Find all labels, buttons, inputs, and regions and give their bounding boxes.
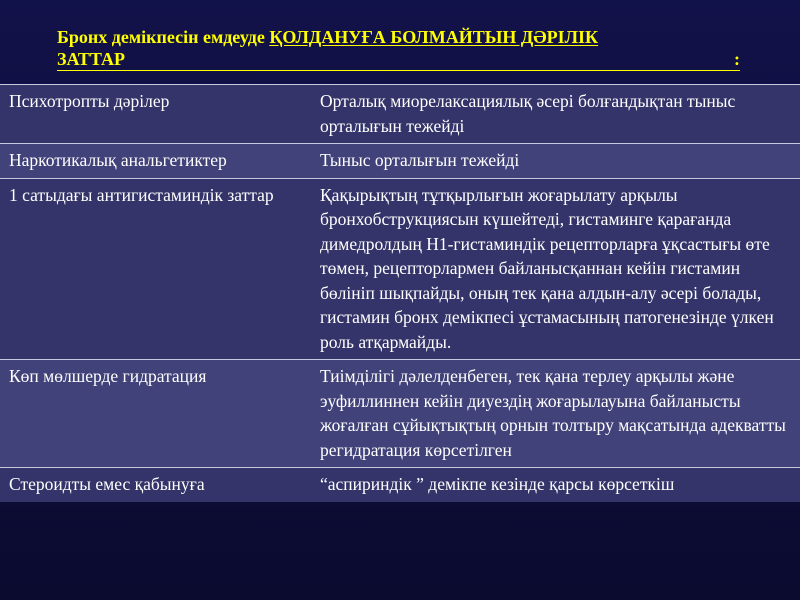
reason-cell: Қақырықтың тұтқырлығын жоғарылату арқылы бронхобструкциясын күшейтеді, гистаминге қарағанда димедролдың Н1-гистаминдік рецепторларға ұқсастығы өте төмен, рецепторлармен байланысқаннан кейін гистамин бөлініп шықпайды, оның тек қана алдын-алу әсері болады, гистамин бронх демікпесі ұстамасының патогенезінде үлкен роль атқармайды. xyxy=(310,178,800,360)
title-colon: : xyxy=(734,49,740,69)
drug-name-cell: Көп мөлшерде гидратация xyxy=(0,360,310,468)
contraindicated-drugs-table xyxy=(0,84,800,502)
slide-title xyxy=(57,26,757,71)
drug-name-cell: Психотропты дәрілер xyxy=(0,85,310,144)
title-plain-text: Бронх демікпесін емдеуде xyxy=(57,27,270,47)
title-second-line xyxy=(57,48,740,71)
table-row xyxy=(0,178,800,360)
drug-name-cell: Наркотикалық анальгетиктер xyxy=(0,144,310,179)
drug-name-cell: 1 сатыдағы антигистаминдік заттар xyxy=(0,178,310,360)
table-row xyxy=(0,144,800,179)
reason-cell: Тыныс орталығын тежейді xyxy=(310,144,800,179)
title-underlined-text: ҚОЛДАНУҒА БОЛМАЙТЫН ДӘРІЛІК xyxy=(269,27,599,47)
table-row xyxy=(0,468,800,502)
title-underlined-word: ЗАТТАР xyxy=(57,49,126,69)
table-row xyxy=(0,85,800,144)
drug-name-cell: Стероидты емес қабынуға xyxy=(0,468,310,502)
reason-cell: Орталық миорелаксациялық әсері болғандықтан тыныс орталығын тежейді xyxy=(310,85,800,144)
reason-cell: “аспириндік ” демікпе кезінде қарсы көрсеткіш xyxy=(310,468,800,502)
reason-cell: Тиімділігі дәлелденбеген, тек қана терлеу арқылы және эуфиллиннен кейін диуездің жоғарылауына байланысты жоғалған сұйықтықтың орнын толтыру мақсатында адекватты регидратация көрсетілген xyxy=(310,360,800,468)
table-row xyxy=(0,360,800,468)
